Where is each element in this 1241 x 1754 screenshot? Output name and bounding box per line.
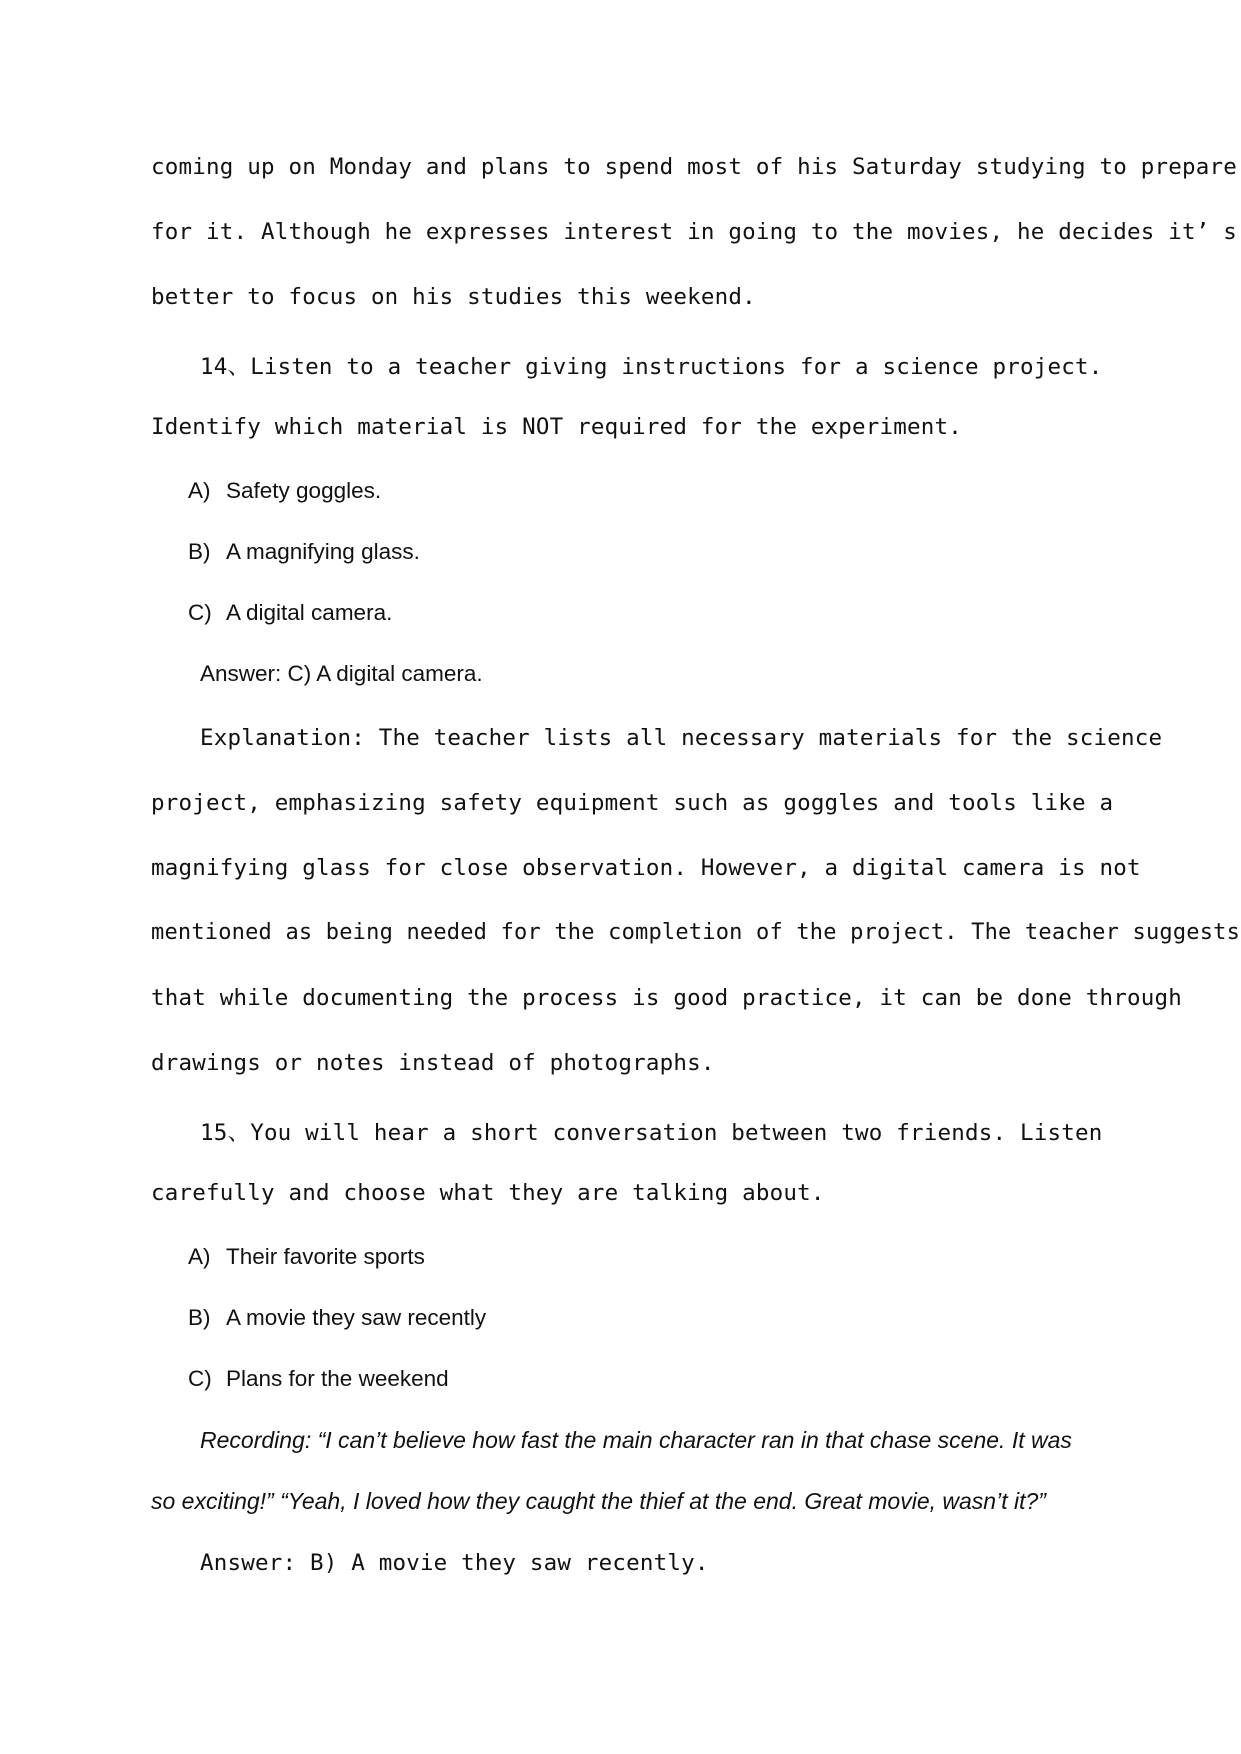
option-text: A magnifying glass. (226, 539, 420, 564)
q15-option-c (188, 1366, 449, 1392)
option-key: C) (188, 1366, 212, 1391)
q14-explanation-line: magnifying glass for close observation. However, a digital camera is not (151, 855, 1141, 881)
option-key: A) (188, 1244, 211, 1269)
paragraph-line: for it. Although he expresses interest in going to the movies, he decides it’ s (151, 219, 1237, 245)
option-key: B) (188, 1305, 211, 1330)
option-text: A digital camera. (226, 600, 393, 625)
question-15-prompt: 15、You will hear a short conversation between two friends. Listen (200, 1120, 1103, 1146)
q14-answer: Answer: C) A digital camera. (200, 661, 483, 686)
q14-option-b (188, 539, 420, 565)
q14-option-a (188, 478, 381, 504)
paragraph-line: better to focus on his studies this weekend. (151, 284, 756, 310)
q15-option-a (188, 1244, 425, 1270)
q14-explanation-line: drawings or notes instead of photographs. (151, 1050, 715, 1076)
q15-option-b (188, 1305, 486, 1331)
question-14-prompt: 14、Listen to a teacher giving instructions for a science project. (200, 354, 1103, 380)
option-text: Plans for the weekend (226, 1366, 449, 1391)
question-15-prompt: carefully and choose what they are talking about. (151, 1180, 825, 1206)
option-key: C) (188, 600, 212, 625)
q14-explanation-line: project, emphasizing safety equipment such as goggles and tools like a (151, 790, 1114, 816)
q15-recording-line: so exciting!” “Yeah, I loved how they caught the thief at the end. Great movie, wasn’t it?” (151, 1488, 1046, 1514)
q14-explanation-line: that while documenting the process is good practice, it can be done through (151, 985, 1182, 1011)
option-text: Their favorite sports (226, 1244, 425, 1269)
q15-answer: Answer: B) A movie they saw recently. (200, 1550, 709, 1576)
option-key: A) (188, 478, 211, 503)
question-14-prompt: Identify which material is NOT required for the experiment. (151, 414, 963, 440)
q15-recording-line: Recording: “I can’t believe how fast the main character ran in that chase scene. It was (200, 1427, 1072, 1453)
option-text: Safety goggles. (226, 478, 382, 503)
option-text: A movie they saw recently (226, 1305, 487, 1330)
q14-explanation-line: Explanation: The teacher lists all necessary materials for the science (200, 725, 1163, 751)
paragraph-line: coming up on Monday and plans to spend most of his Saturday studying to prepare (151, 154, 1237, 180)
q14-explanation-line: mentioned as being needed for the completion of the project. The teacher suggests (151, 920, 1241, 945)
q14-option-c (188, 600, 392, 626)
option-key: B) (188, 539, 211, 564)
